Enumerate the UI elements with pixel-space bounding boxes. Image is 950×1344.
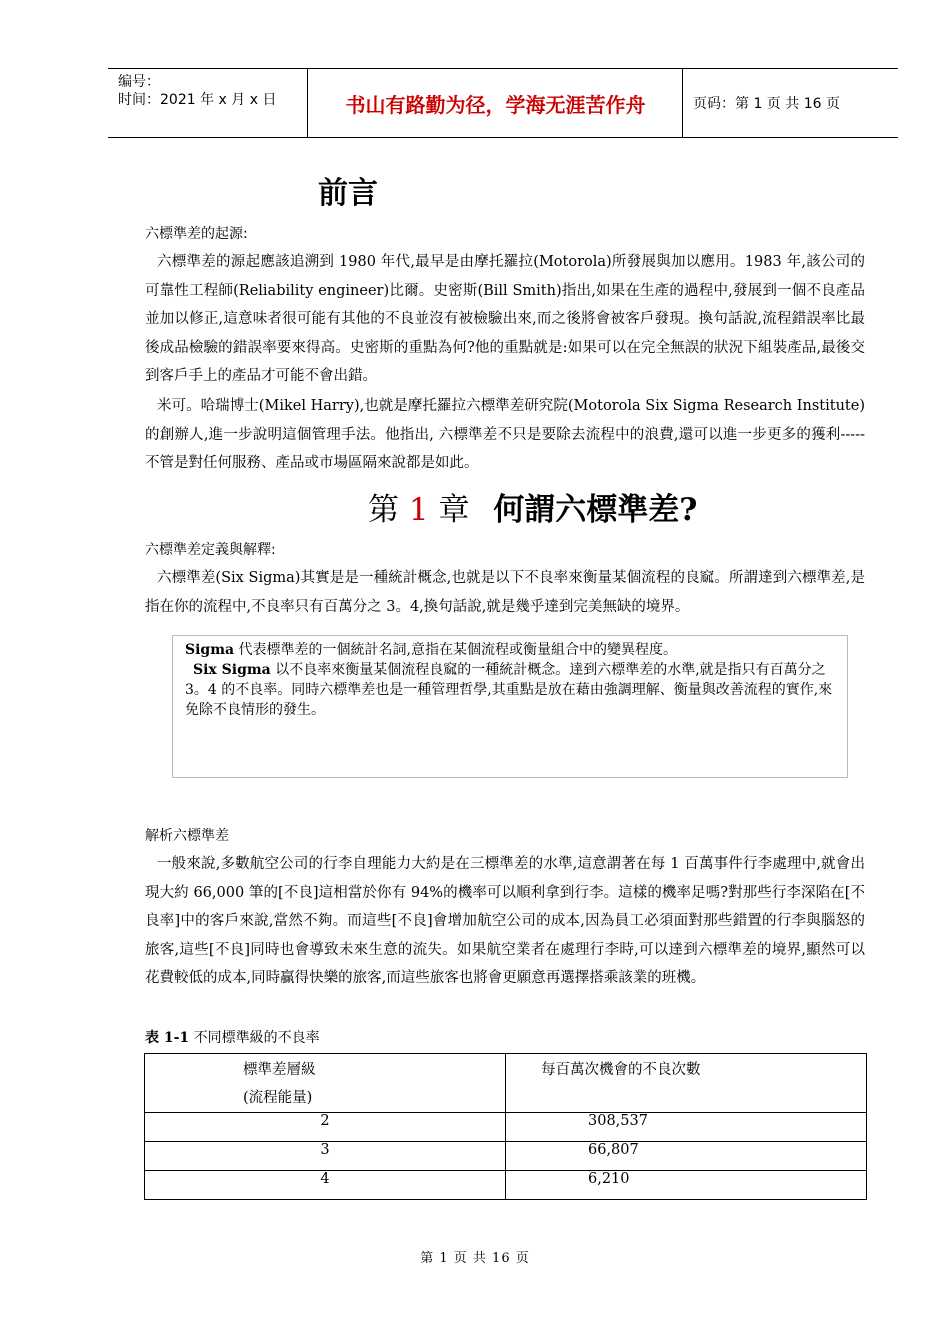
chapter-suffix: 章 [438, 492, 470, 528]
definition-box [172, 635, 848, 778]
chapter-heading [368, 484, 697, 529]
box-line-six-sigma [185, 660, 835, 720]
page-footer: 第 1 页 共 16 页 [420, 1251, 530, 1266]
box-line-sigma [185, 640, 835, 660]
table-caption [145, 1024, 320, 1052]
table-row [145, 1113, 867, 1142]
header-defects-label: 每百萬次機會的不良次數 [541, 1062, 701, 1078]
header-level-line1: 標準差層級 [243, 1062, 316, 1078]
table-caption-text: 不同標準級的不良率 [189, 1030, 320, 1046]
date-label: 时间：2021 年 x 月 x 日 [118, 92, 277, 108]
table-cell-defects: 6,210 [506, 1171, 867, 1200]
table-header-row [145, 1054, 867, 1113]
preface-paragraph-1: 六標準差的源起應該追溯到 1980 年代,最早是由摩托羅拉(Motorola)所發展與加以應用。1983 年,該公司的可靠性工程師(Reliability engineer)比爾。史密斯(Bill Smith)指出,如果在生產的過程中,發展到一個不良產品並加以修正,這意味者很可能有其他的不良並沒有被檢驗出來,而之後將會被客戶發現。換句話說,流程錯誤率比最後成品檢驗的錯誤率要來得高。史密斯的重點為何?他的重點就是:如果可以在完全無誤的狀況下組裝產品,最後交到客戶手上的產品才可能不會出錯。 [145, 254, 865, 384]
analysis-paragraph: 一般來說,多數航空公司的行李自理能力大約是在三標準差的水準,這意謂著在每 1 百萬事件行李處理中,就會出現大約 66,000 筆的[不良]這相當於你有 94%的機率可以順利拿到行李。這樣的機率足嗎?對那些行李深陷在[不良率]中的客戶來說,當然不夠。而這些[不良]會增加航空公司的成本,因為員工必須面對那些錯置的行李與腦怒的旅客,這些[不良]同時也會導致未來生意的流失。如果航空業者在處理行李時,可以達到六標準差的境界,顯然可以花費較低的成本,同時贏得快樂的旅客,而這些旅客也將會更願意再選擇搭乘該業的班機。 [145, 856, 865, 986]
table-row [145, 1142, 867, 1171]
definition-heading: 六標準差定義與解釋: [145, 542, 276, 558]
chapter-title: 何謂六標準差? [493, 492, 698, 528]
box-term-sigma: Sigma [185, 642, 235, 658]
box-text-sigma: 代表標準差的一個統計名詞,意指在某個流程或衡量組合中的變異程度。 [234, 642, 678, 658]
table-cell-level: 4 [145, 1171, 506, 1200]
box-term-six-sigma: Six Sigma [193, 662, 271, 678]
table-header-level [145, 1054, 506, 1113]
table-caption-number: 表 1-1 [145, 1030, 190, 1046]
code-label: 编号： [118, 74, 160, 90]
sigma-level-table [144, 1053, 867, 1200]
chapter-number: 1 [408, 492, 429, 528]
preface-title: 前言 [318, 176, 378, 211]
chapter-prefix: 第 [368, 492, 399, 528]
table-header-defects [506, 1054, 867, 1113]
header-motto: 书山有路勤为径，学海无涯苦作舟 [309, 69, 683, 137]
table-cell-level: 2 [145, 1113, 506, 1142]
header-page-info: 页码：第 1 页 共 16 页 [693, 96, 840, 112]
preface-paragraph-2: 米可。哈瑞博士(Mikel Harry),也就是摩托羅拉六標準差研究院(Motorola Six Sigma Research Institute)的創辦人,進一步說明這個管理手法。他指出, 六標準差不只是要除去流程中的浪費,還可以進一步更多的獲利-----不管是對任何服務、產品或市場區隔來說都是如此。 [145, 398, 865, 471]
box-text-six-sigma: 以不良率來衡量某個流程良窳的一種統計概念。達到六標準差的水準,就是指只有百萬分之 3。4 的不良率。同時六標準差也是一種管理哲學,其重點是放在藉由強調理解、衡量與改善流程的實作,來免除不良情形的發生。 [185, 662, 833, 718]
analysis-heading: 解析六標準差 [145, 828, 229, 844]
origin-heading: 六標準差的起源: [145, 226, 248, 242]
page-header [108, 68, 898, 138]
table-row [145, 1171, 867, 1200]
header-meta [108, 69, 308, 137]
header-level-line2: (流程能量) [243, 1090, 313, 1106]
table-cell-defects: 308,537 [506, 1113, 867, 1142]
table-cell-level: 3 [145, 1142, 506, 1171]
definition-paragraph: 六標準差(Six Sigma)其實是是一種統計概念,也就是以下不良率來衡量某個流程的良窳。所謂達到六標準差,是指在你的流程中,不良率只有百萬分之 3。4,換句話說,就是幾乎達到完美無缺的境界。 [145, 570, 865, 615]
table-cell-defects: 66,807 [506, 1142, 867, 1171]
